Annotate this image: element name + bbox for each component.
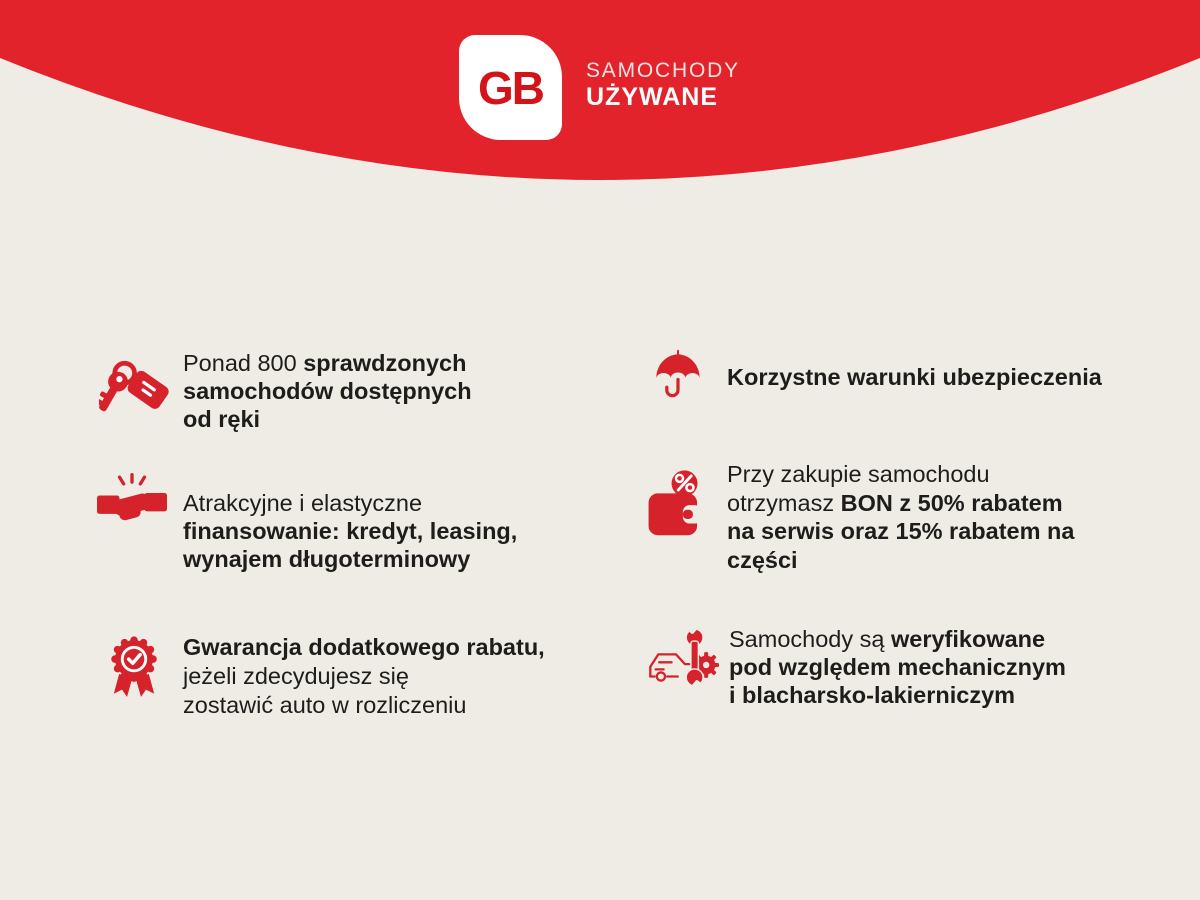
feature-line: od ręki [183,406,261,432]
feature-verification-text [729,625,1066,709]
feature-line: otrzymasz BON z 50% rabatem [727,489,1063,516]
feature-financing-text [183,489,517,573]
feature-line: i blacharsko-lakierniczym [729,682,1016,708]
award-badge-icon [101,629,167,709]
feature-line: samochodów dostępnych [183,378,472,404]
handshake-icon [97,473,167,533]
feature-line: na serwis oraz 15% rabatem na [727,518,1075,544]
feature-line: Samochody są weryfikowane [729,626,1046,652]
feature-line: Gwarancja dodatkowego rabatu, [183,634,545,660]
feature-line: części [727,546,798,573]
brand-wordmark [586,60,740,110]
brand-line-uzywane: UŻYWANE [586,83,718,111]
feature-line: zostawić auto w rozliczeniu [183,692,467,718]
feature-line: jeżeli zdecydujesz się [183,663,409,689]
car-key-icon [99,359,171,425]
brand-line-samochody: SAMOCHODY [586,59,740,82]
feature-line: pod względem mechanicznym [729,654,1066,680]
feature-line: wynajem długoterminowy [183,546,471,572]
feature-discount-guarantee-text [183,633,545,720]
feature-line: Atrakcyjne i elastyczne [183,490,423,516]
feature-insurance-text [727,363,1102,391]
feature-line: Przy zakupie samochodu [727,461,990,487]
umbrella-icon [650,347,706,405]
gb-logo-text: GB [478,61,543,114]
feature-line: finansowanie: kredyt, leasing, [183,518,518,544]
car-service-icon [645,623,723,691]
feature-service-bonus-text [727,460,1074,574]
feature-available-cars-text [183,349,472,433]
feature-line: Korzystne warunki ubezpieczenia [727,364,1102,390]
gb-logo [459,35,562,140]
wallet-discount-icon [646,465,708,557]
feature-line: Ponad 800 sprawdzonych [183,350,467,376]
